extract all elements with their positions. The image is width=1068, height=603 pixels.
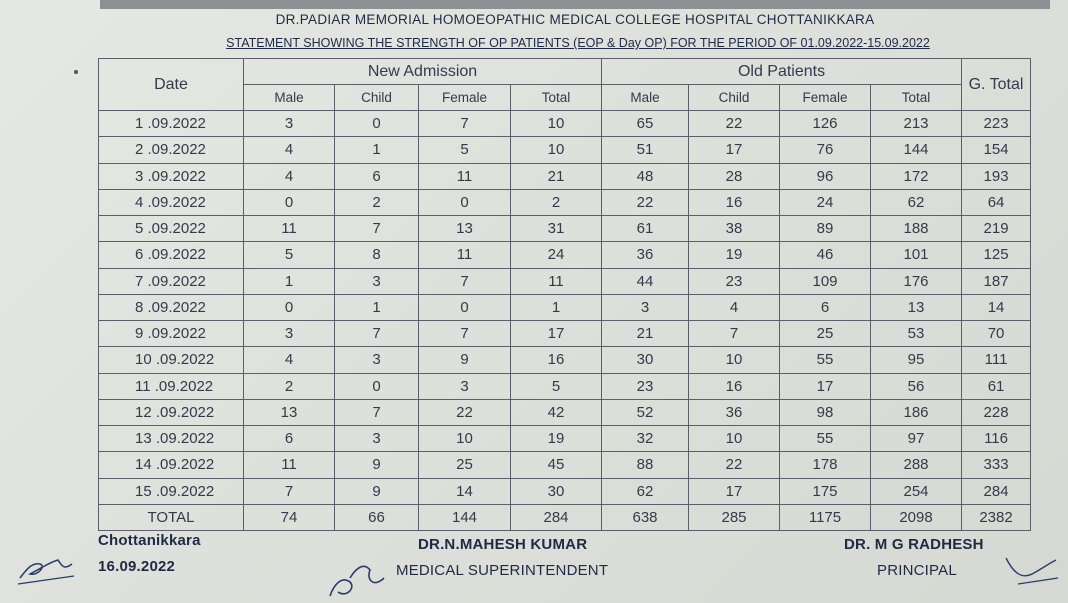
- value-cell: 6: [244, 426, 335, 452]
- value-cell: 333: [962, 452, 1031, 478]
- value-cell: 22: [602, 189, 689, 215]
- value-cell: 38: [689, 216, 780, 242]
- value-cell: 10: [689, 347, 780, 373]
- value-cell: 14: [962, 294, 1031, 320]
- value-cell: 5: [511, 373, 602, 399]
- date-cell: 15 .09.2022: [99, 478, 244, 504]
- total-value-cell: 2382: [962, 504, 1031, 530]
- value-cell: 31: [511, 216, 602, 242]
- value-cell: 16: [689, 189, 780, 215]
- table-row: [99, 399, 1031, 425]
- date-cell: 13 .09.2022: [99, 426, 244, 452]
- value-cell: 55: [780, 347, 871, 373]
- value-cell: 96: [780, 163, 871, 189]
- total-value-cell: 284: [511, 504, 602, 530]
- value-cell: 188: [871, 216, 962, 242]
- value-cell: 7: [419, 268, 511, 294]
- col-header-old-total: Total: [871, 85, 962, 111]
- footer-date: 16.09.2022: [98, 558, 176, 575]
- value-cell: 23: [689, 268, 780, 294]
- footer-place: Chottanikkara: [98, 532, 201, 549]
- value-cell: 7: [419, 111, 511, 137]
- value-cell: 2: [244, 373, 335, 399]
- value-cell: 154: [962, 137, 1031, 163]
- value-cell: 187: [962, 268, 1031, 294]
- value-cell: 3: [335, 426, 419, 452]
- date-cell: 11 .09.2022: [99, 373, 244, 399]
- total-label-cell: TOTAL: [99, 504, 244, 530]
- total-value-cell: 74: [244, 504, 335, 530]
- superintendent-name: DR.N.MAHESH KUMAR: [418, 536, 588, 553]
- value-cell: 17: [780, 373, 871, 399]
- value-cell: 52: [602, 399, 689, 425]
- col-header-new-male: Male: [244, 85, 335, 111]
- value-cell: 70: [962, 321, 1031, 347]
- value-cell: 42: [511, 399, 602, 425]
- date-cell: 7 .09.2022: [99, 268, 244, 294]
- total-value-cell: 66: [335, 504, 419, 530]
- value-cell: 25: [419, 452, 511, 478]
- value-cell: 45: [511, 452, 602, 478]
- value-cell: 21: [511, 163, 602, 189]
- value-cell: 13: [244, 399, 335, 425]
- value-cell: 5: [244, 242, 335, 268]
- value-cell: 19: [689, 242, 780, 268]
- value-cell: 0: [419, 189, 511, 215]
- table-row: [99, 373, 1031, 399]
- value-cell: 14: [419, 478, 511, 504]
- superintendent-signature: [320, 548, 400, 603]
- grand-total-header: G. Total: [962, 59, 1031, 111]
- value-cell: 13: [871, 294, 962, 320]
- value-cell: 6: [780, 294, 871, 320]
- value-cell: 9: [335, 478, 419, 504]
- value-cell: 0: [335, 373, 419, 399]
- value-cell: 53: [871, 321, 962, 347]
- value-cell: 51: [602, 137, 689, 163]
- value-cell: 3: [602, 294, 689, 320]
- col-header-old-female: Female: [780, 85, 871, 111]
- value-cell: 30: [511, 478, 602, 504]
- value-cell: 223: [962, 111, 1031, 137]
- table-row: [99, 242, 1031, 268]
- value-cell: 11: [244, 452, 335, 478]
- value-cell: 4: [244, 347, 335, 373]
- value-cell: 65: [602, 111, 689, 137]
- value-cell: 89: [780, 216, 871, 242]
- value-cell: 28: [689, 163, 780, 189]
- value-cell: 101: [871, 242, 962, 268]
- value-cell: 3: [244, 321, 335, 347]
- new-admission-header: New Admission: [244, 59, 602, 85]
- value-cell: 7: [335, 216, 419, 242]
- total-value-cell: 285: [689, 504, 780, 530]
- value-cell: 10: [511, 137, 602, 163]
- value-cell: 11: [511, 268, 602, 294]
- value-cell: 0: [244, 294, 335, 320]
- value-cell: 11: [419, 242, 511, 268]
- old-patients-header: Old Patients: [602, 59, 962, 85]
- value-cell: 125: [962, 242, 1031, 268]
- initials-signature: [12, 540, 82, 590]
- value-cell: 288: [871, 452, 962, 478]
- value-cell: 25: [780, 321, 871, 347]
- value-cell: 48: [602, 163, 689, 189]
- value-cell: 228: [962, 399, 1031, 425]
- value-cell: 7: [419, 321, 511, 347]
- value-cell: 0: [244, 189, 335, 215]
- value-cell: 0: [335, 111, 419, 137]
- value-cell: 76: [780, 137, 871, 163]
- value-cell: 144: [871, 137, 962, 163]
- value-cell: 22: [689, 111, 780, 137]
- value-cell: 0: [419, 294, 511, 320]
- value-cell: 17: [689, 478, 780, 504]
- value-cell: 116: [962, 426, 1031, 452]
- value-cell: 178: [780, 452, 871, 478]
- date-cell: 8 .09.2022: [99, 294, 244, 320]
- value-cell: 62: [871, 189, 962, 215]
- col-header-new-child: Child: [335, 85, 419, 111]
- date-cell: 3 .09.2022: [99, 163, 244, 189]
- principal-name: DR. M G RADHESH: [844, 536, 984, 553]
- date-cell: 5 .09.2022: [99, 216, 244, 242]
- value-cell: 64: [962, 189, 1031, 215]
- op-strength-table: [98, 58, 1031, 531]
- value-cell: 172: [871, 163, 962, 189]
- value-cell: 3: [244, 111, 335, 137]
- date-cell: 14 .09.2022: [99, 452, 244, 478]
- value-cell: 254: [871, 478, 962, 504]
- value-cell: 10: [419, 426, 511, 452]
- value-cell: 97: [871, 426, 962, 452]
- value-cell: 7: [335, 399, 419, 425]
- value-cell: 4: [244, 163, 335, 189]
- value-cell: 17: [689, 137, 780, 163]
- principal-signature: [998, 540, 1063, 590]
- table-row: [99, 294, 1031, 320]
- value-cell: 213: [871, 111, 962, 137]
- value-cell: 126: [780, 111, 871, 137]
- col-header-new-total: Total: [511, 85, 602, 111]
- date-cell: 10 .09.2022: [99, 347, 244, 373]
- table-row: [99, 452, 1031, 478]
- value-cell: 186: [871, 399, 962, 425]
- value-cell: 1: [335, 137, 419, 163]
- value-cell: 175: [780, 478, 871, 504]
- value-cell: 9: [335, 452, 419, 478]
- value-cell: 4: [689, 294, 780, 320]
- date-cell: 4 .09.2022: [99, 189, 244, 215]
- value-cell: 193: [962, 163, 1031, 189]
- total-row: [99, 504, 1031, 530]
- value-cell: 10: [511, 111, 602, 137]
- value-cell: 7: [689, 321, 780, 347]
- value-cell: 62: [602, 478, 689, 504]
- value-cell: 11: [419, 163, 511, 189]
- total-value-cell: 638: [602, 504, 689, 530]
- value-cell: 219: [962, 216, 1031, 242]
- value-cell: 11: [244, 216, 335, 242]
- table-row: [99, 216, 1031, 242]
- value-cell: 1: [511, 294, 602, 320]
- principal-title: PRINCIPAL: [877, 562, 957, 579]
- value-cell: 22: [419, 399, 511, 425]
- value-cell: 9: [419, 347, 511, 373]
- col-header-old-child: Child: [689, 85, 780, 111]
- value-cell: 1: [335, 294, 419, 320]
- value-cell: 2: [511, 189, 602, 215]
- value-cell: 6: [335, 163, 419, 189]
- table-row: [99, 268, 1031, 294]
- value-cell: 19: [511, 426, 602, 452]
- ink-dot: [74, 70, 78, 74]
- table-row: [99, 163, 1031, 189]
- value-cell: 3: [335, 268, 419, 294]
- value-cell: 16: [511, 347, 602, 373]
- value-cell: 176: [871, 268, 962, 294]
- value-cell: 17: [511, 321, 602, 347]
- value-cell: 24: [511, 242, 602, 268]
- value-cell: 22: [689, 452, 780, 478]
- value-cell: 21: [602, 321, 689, 347]
- value-cell: 3: [419, 373, 511, 399]
- col-header-new-female: Female: [419, 85, 511, 111]
- value-cell: 7: [335, 321, 419, 347]
- table-body: [99, 111, 1031, 531]
- institution-title: DR.PADIAR MEMORIAL HOMOEOPATHIC MEDICAL COLLEGE HOSPITAL CHOTTANIKKARA: [275, 12, 875, 27]
- superintendent-title: MEDICAL SUPERINTENDENT: [396, 562, 609, 579]
- value-cell: 23: [602, 373, 689, 399]
- value-cell: 32: [602, 426, 689, 452]
- table-row: [99, 137, 1031, 163]
- value-cell: 24: [780, 189, 871, 215]
- table-row: [99, 347, 1031, 373]
- top-edge-band: [100, 0, 1050, 9]
- total-value-cell: 144: [419, 504, 511, 530]
- table-row: [99, 321, 1031, 347]
- table-row: [99, 189, 1031, 215]
- value-cell: 1: [244, 268, 335, 294]
- value-cell: 36: [689, 399, 780, 425]
- value-cell: 44: [602, 268, 689, 294]
- value-cell: 2: [335, 189, 419, 215]
- date-cell: 9 .09.2022: [99, 321, 244, 347]
- value-cell: 55: [780, 426, 871, 452]
- date-cell: 2 .09.2022: [99, 137, 244, 163]
- value-cell: 46: [780, 242, 871, 268]
- value-cell: 56: [871, 373, 962, 399]
- table-row: [99, 111, 1031, 137]
- table-row: [99, 478, 1031, 504]
- table-row: [99, 426, 1031, 452]
- value-cell: 4: [244, 137, 335, 163]
- value-cell: 61: [962, 373, 1031, 399]
- date-cell: 12 .09.2022: [99, 399, 244, 425]
- value-cell: 8: [335, 242, 419, 268]
- date-header: Date: [99, 59, 244, 111]
- value-cell: 95: [871, 347, 962, 373]
- value-cell: 36: [602, 242, 689, 268]
- col-header-old-male: Male: [602, 85, 689, 111]
- value-cell: 16: [689, 373, 780, 399]
- value-cell: 5: [419, 137, 511, 163]
- statement-title: STATEMENT SHOWING THE STRENGTH OF OP PATIENTS (EOP & Day OP) FOR THE PERIOD OF 01.09.2022-15.09.2022: [226, 36, 930, 50]
- value-cell: 30: [602, 347, 689, 373]
- value-cell: 88: [602, 452, 689, 478]
- value-cell: 61: [602, 216, 689, 242]
- date-cell: 1 .09.2022: [99, 111, 244, 137]
- total-value-cell: 1175: [780, 504, 871, 530]
- value-cell: 3: [335, 347, 419, 373]
- value-cell: 13: [419, 216, 511, 242]
- value-cell: 109: [780, 268, 871, 294]
- value-cell: 98: [780, 399, 871, 425]
- date-cell: 6 .09.2022: [99, 242, 244, 268]
- value-cell: 7: [244, 478, 335, 504]
- value-cell: 111: [962, 347, 1031, 373]
- total-value-cell: 2098: [871, 504, 962, 530]
- value-cell: 284: [962, 478, 1031, 504]
- value-cell: 10: [689, 426, 780, 452]
